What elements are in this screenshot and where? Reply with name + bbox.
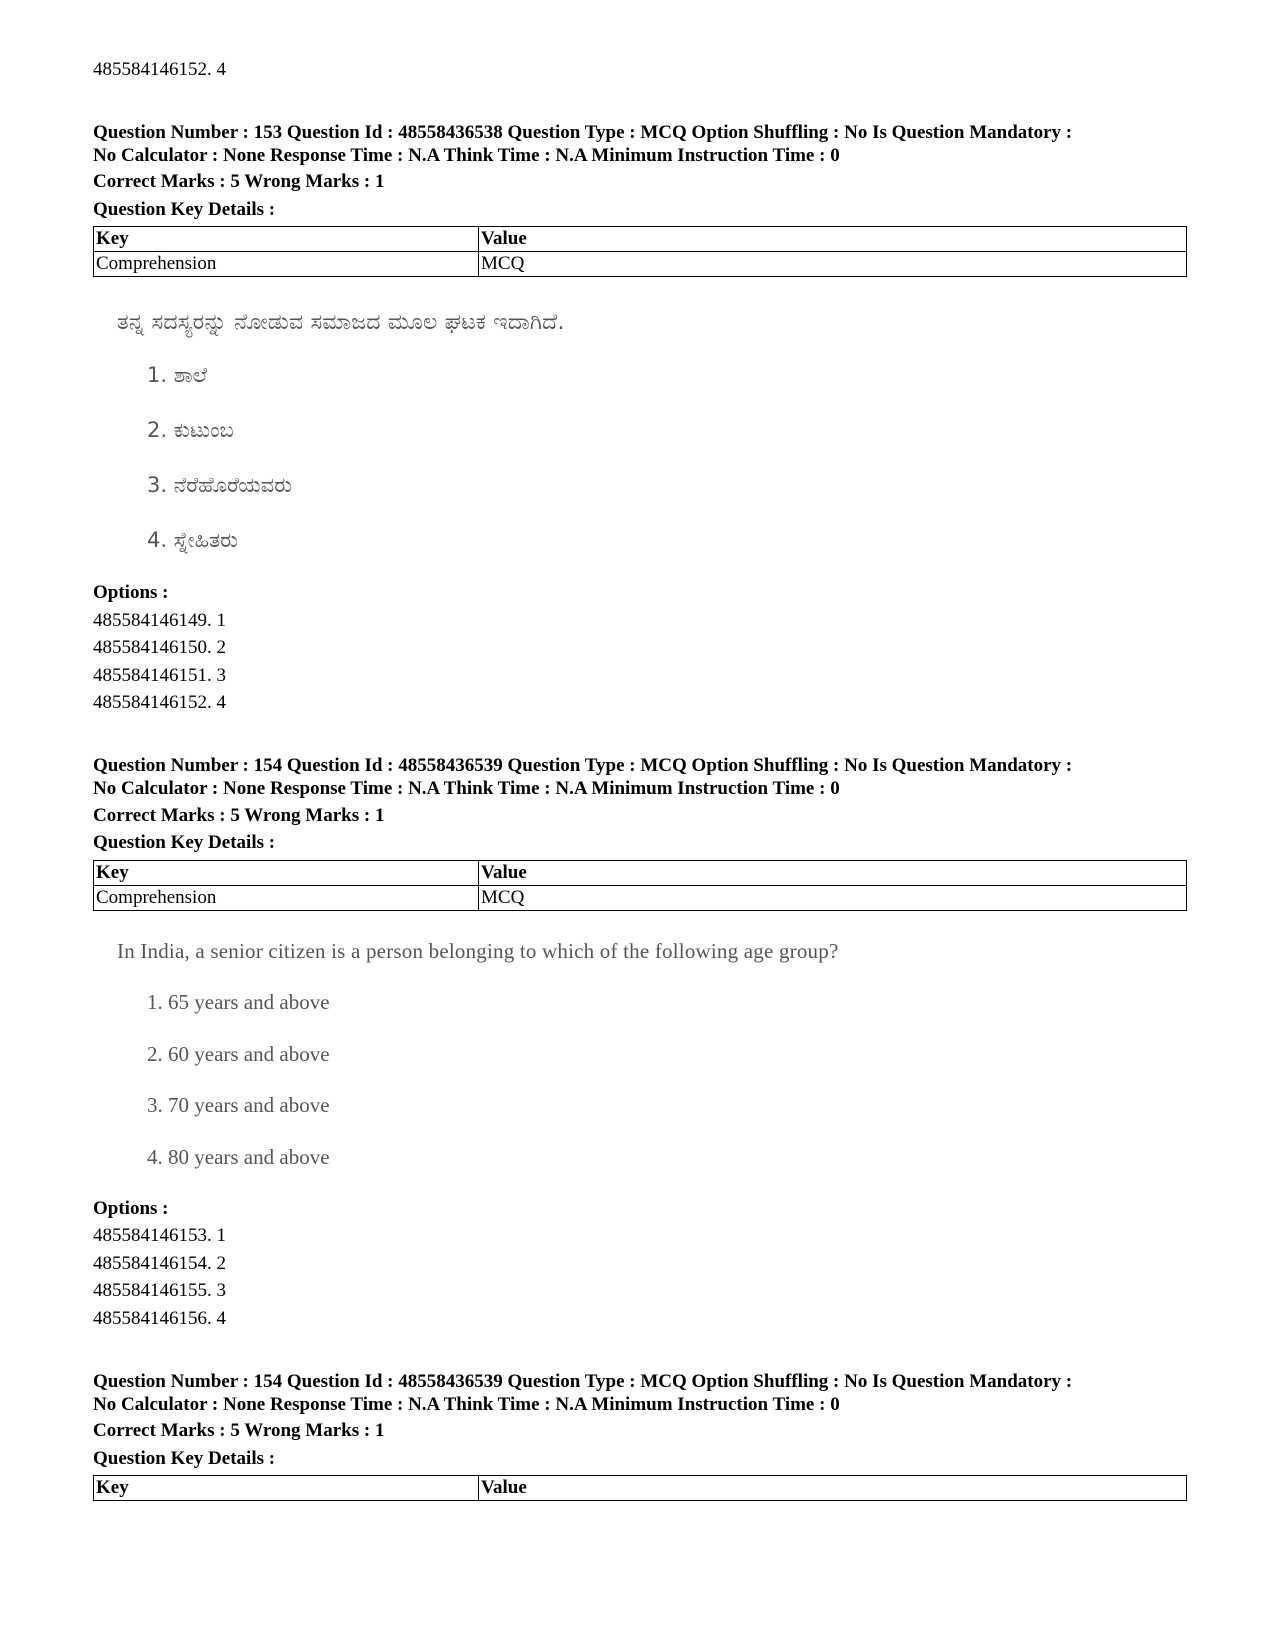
table-header-row [94,861,1187,886]
question-key-details-table [93,226,1187,277]
question-153-header [93,121,1187,167]
question-stem: ತನ್ನ ಸದಸ್ಯರನ್ನು ನೋಡುವ ಸಮಾಜದ ಮೂಲ ಘಟಕ ಇದಾಗಿದೆ. [117,310,565,335]
table-header-value: Value [479,861,1187,886]
table-header-row [94,1476,1187,1501]
options-label: Options : [93,1198,169,1219]
table-header-key: Key [94,227,479,252]
question-choice: 4. ಸ್ನೇಹಿತರು [147,528,238,552]
table-header-key: Key [94,1476,479,1501]
options-label: Options : [93,582,169,603]
question-key-details-table [93,1475,1187,1501]
question-choice: 3. ನೆರೆಹೊರೆಯವರು [147,473,293,497]
question-header-line-2: No Calculator : None Response Time : N.A Think Time : N.A Minimum Instruction Time : 0 [93,145,840,166]
table-cell-key: Comprehension [94,886,479,911]
question-key-details-label: Question Key Details : [93,1448,276,1469]
question-choice: 3. 70 years and above [147,1093,330,1117]
option-line: 485584146154. 2 [93,1253,226,1274]
table-header-value: Value [479,227,1187,252]
question-key-details-table [93,860,1187,911]
option-line: 485584146149. 1 [93,610,226,631]
table-cell-key: Comprehension [94,252,479,277]
question-choice: 4. 80 years and above [147,1145,330,1169]
question-choice: 1. 65 years and above [147,990,330,1014]
option-line: 485584146156. 4 [93,1308,226,1329]
question-choice: 2. ಕುಟುಂಬ [147,418,234,442]
question-header-line-1: Question Number : 153 Question Id : 48558436538 Question Type : MCQ Option Shuffling : No Is Question Mandatory : [93,122,1073,143]
option-line: 485584146153. 1 [93,1225,226,1246]
question-154-repeat-header [93,1370,1187,1416]
question-header-line-1: Question Number : 154 Question Id : 48558436539 Question Type : MCQ Option Shuffling : No Is Question Mandatory : [93,1371,1073,1392]
table-cell-value: MCQ [479,252,1187,277]
question-key-details-label: Question Key Details : [93,199,276,220]
question-header-line-2: No Calculator : None Response Time : N.A Think Time : N.A Minimum Instruction Time : 0 [93,1394,840,1415]
question-marks: Correct Marks : 5 Wrong Marks : 1 [93,805,385,826]
question-key-details-label: Question Key Details : [93,832,276,853]
option-line: 485584146151. 3 [93,665,226,686]
question-header-line-1: Question Number : 154 Question Id : 48558436539 Question Type : MCQ Option Shuffling : No Is Question Mandatory : [93,755,1073,776]
option-line: 485584146150. 2 [93,637,226,658]
table-row [94,252,1187,277]
question-stem: In India, a senior citizen is a person belonging to which of the following age group? [117,939,839,963]
table-header-value: Value [479,1476,1187,1501]
question-choice: 2. 60 years and above [147,1042,330,1066]
table-row [94,886,1187,911]
question-header-line-2: No Calculator : None Response Time : N.A Think Time : N.A Minimum Instruction Time : 0 [93,778,840,799]
question-154-header [93,754,1187,800]
question-marks: Correct Marks : 5 Wrong Marks : 1 [93,1420,385,1441]
question-choice: 1. ಶಾಲೆ [147,363,208,387]
table-header-key: Key [94,861,479,886]
table-cell-value: MCQ [479,886,1187,911]
previous-option-line: 485584146152. 4 [93,59,226,80]
question-marks: Correct Marks : 5 Wrong Marks : 1 [93,171,385,192]
table-header-row [94,227,1187,252]
option-line: 485584146155. 3 [93,1280,226,1301]
option-line: 485584146152. 4 [93,692,226,713]
